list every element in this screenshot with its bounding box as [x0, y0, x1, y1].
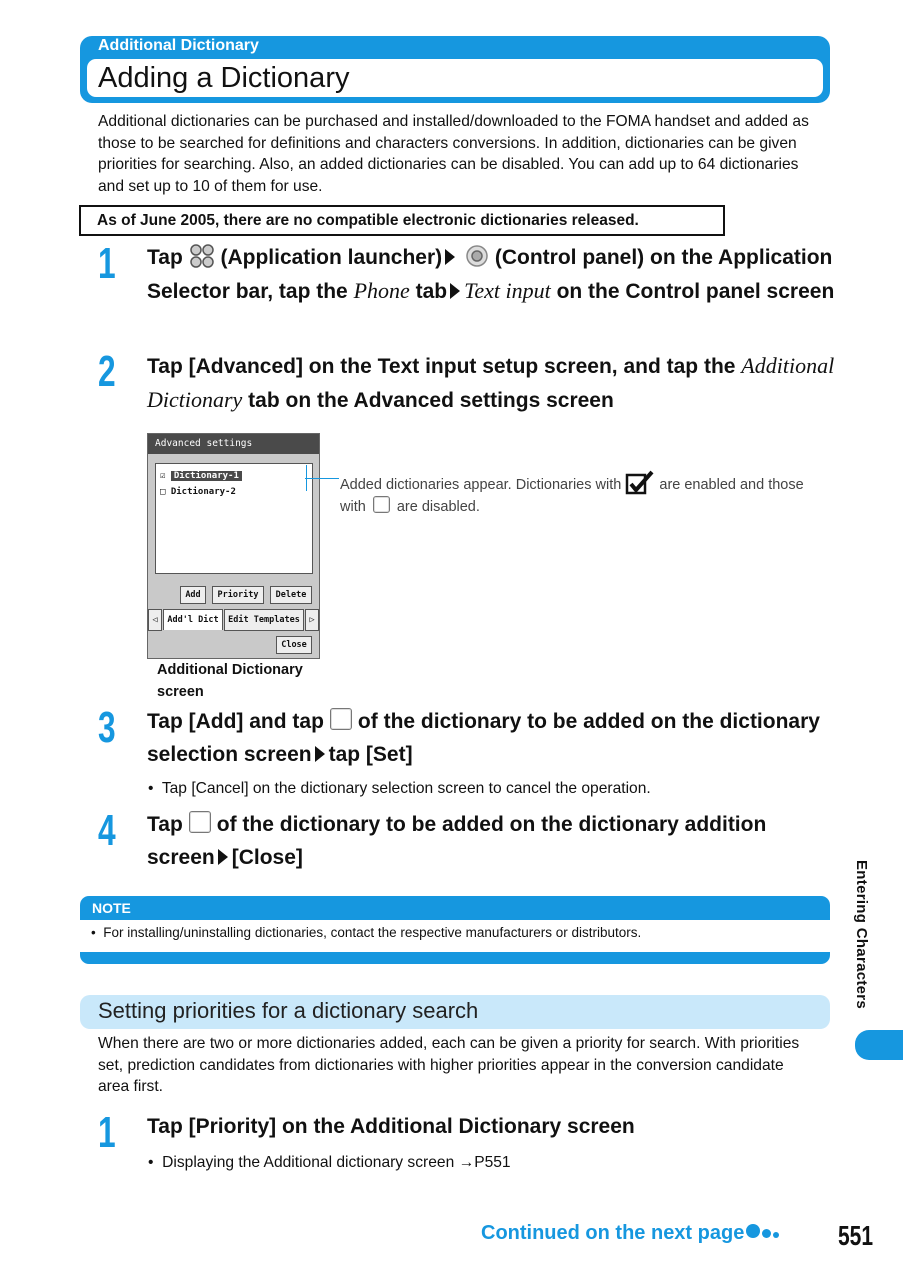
- device-title-bar: Advanced settings: [148, 434, 319, 454]
- intro-paragraph: Additional dictionaries can be purchased and installed/downloaded to the FOMA handset and added as those to be searched for definitions and characters conversions. In addition, dictionaries can be given priorities for searching. Also, an added dictionaries can be disabled. You can add up to 64 dictionaries and set up to 10 of them for use.: [98, 113, 809, 195]
- section-label: Additional Dictionary: [98, 37, 259, 54]
- step-3-bullet: • Tap [Cancel] on the dictionary selection screen to cancel the operation.: [148, 780, 651, 797]
- screen-caption: Additional Dictionary screen: [157, 662, 303, 700]
- continued-note: Continued on the next page: [481, 1222, 779, 1245]
- step-number-1: 1: [98, 239, 116, 288]
- step-number-4: 4: [98, 806, 116, 855]
- enabled-checkbox-icon: [625, 470, 655, 496]
- step-3-text: Tap [Add] and tap of the dictionary to be added on the dictionary selection screen tap [Set]: [147, 710, 820, 766]
- app-launcher-icon: [189, 244, 215, 268]
- sub-step-1-text: Tap [Priority] on the Additional Dictionary screen: [147, 1115, 635, 1138]
- close-button[interactable]: Close: [276, 636, 312, 654]
- arrow-icon: [450, 283, 460, 299]
- tab-scroll-right-icon[interactable]: ▷: [305, 609, 319, 631]
- page-title: Adding a Dictionary: [98, 62, 350, 94]
- step-number-2: 2: [98, 347, 116, 396]
- disabled-checkbox-icon: [373, 496, 390, 513]
- side-chapter-tab: [855, 1030, 903, 1060]
- unchecked-checkbox-icon[interactable]: □: [160, 487, 166, 497]
- step-4-text: Tap of the dictionary to be added on the dictionary addition screen [Close]: [147, 813, 767, 869]
- dot-icon: [762, 1229, 771, 1238]
- dot-icon: [746, 1224, 760, 1238]
- checkbox-icon: [189, 811, 211, 833]
- tab-edit-templates[interactable]: Edit Templates: [224, 609, 304, 631]
- note-label: NOTE: [92, 900, 131, 916]
- add-button[interactable]: Add: [180, 586, 206, 604]
- reference-arrow-icon: →: [458, 1154, 475, 1171]
- delete-button[interactable]: Delete: [270, 586, 312, 604]
- step-number-3: 3: [98, 703, 116, 752]
- callout-leader: [305, 478, 339, 479]
- step-1-text: Tap (Application launcher) (Control panel) on the Application Selector bar, tap the Phone tab Text input on the Control panel screen: [147, 246, 835, 303]
- callout-text: Added dictionaries appear. Dictionaries with are enabled and those with are disabled.: [340, 470, 810, 517]
- dot-icon: [773, 1232, 779, 1238]
- subsection-paragraph: When there are two or more dictionaries added, each can be given a priority for search. With priorities set, prediction candidates from dictionaries with higher priorities appear in the conversion candidate area first.: [98, 1035, 800, 1095]
- arrow-icon: [445, 249, 455, 265]
- checkbox-icon: [330, 708, 352, 730]
- sub-step-bullet: • Displaying the Additional dictionary screen →P551: [148, 1154, 511, 1171]
- note-header: [80, 896, 830, 920]
- sub-step-number-1: 1: [98, 1108, 116, 1157]
- tab-scroll-left-icon[interactable]: ◁: [148, 609, 162, 631]
- checked-checkbox-icon[interactable]: ☑: [160, 471, 166, 481]
- tab-additional-dictionary[interactable]: Add'l Dict: [163, 609, 223, 630]
- list-item[interactable]: ☑ Dictionary-1: [160, 469, 242, 484]
- list-item[interactable]: □ Dictionary-2: [160, 487, 236, 497]
- control-panel-icon: [465, 244, 489, 268]
- note-footer-bar: [80, 952, 830, 964]
- note-text: • For installing/uninstalling dictionaries, contact the respective manufacturers or distributors.: [91, 925, 642, 940]
- step-2-text: Tap [Advanced] on the Text input setup screen, and tap the Additional Dictionary tab on the Advanced settings screen: [147, 353, 835, 412]
- page-number: 551: [838, 1220, 874, 1251]
- side-chapter-label: Entering Characters: [853, 860, 870, 1010]
- page-reference[interactable]: P551: [474, 1154, 511, 1171]
- priority-button[interactable]: Priority: [212, 586, 264, 604]
- arrow-icon: [315, 746, 325, 762]
- dictionary-list: [155, 463, 313, 574]
- notice-box: As of June 2005, there are no compatible electronic dictionaries released.: [79, 205, 725, 236]
- device-screen: [147, 433, 320, 659]
- arrow-icon: [218, 849, 228, 865]
- subsection-title: Setting priorities for a dictionary search: [98, 998, 479, 1023]
